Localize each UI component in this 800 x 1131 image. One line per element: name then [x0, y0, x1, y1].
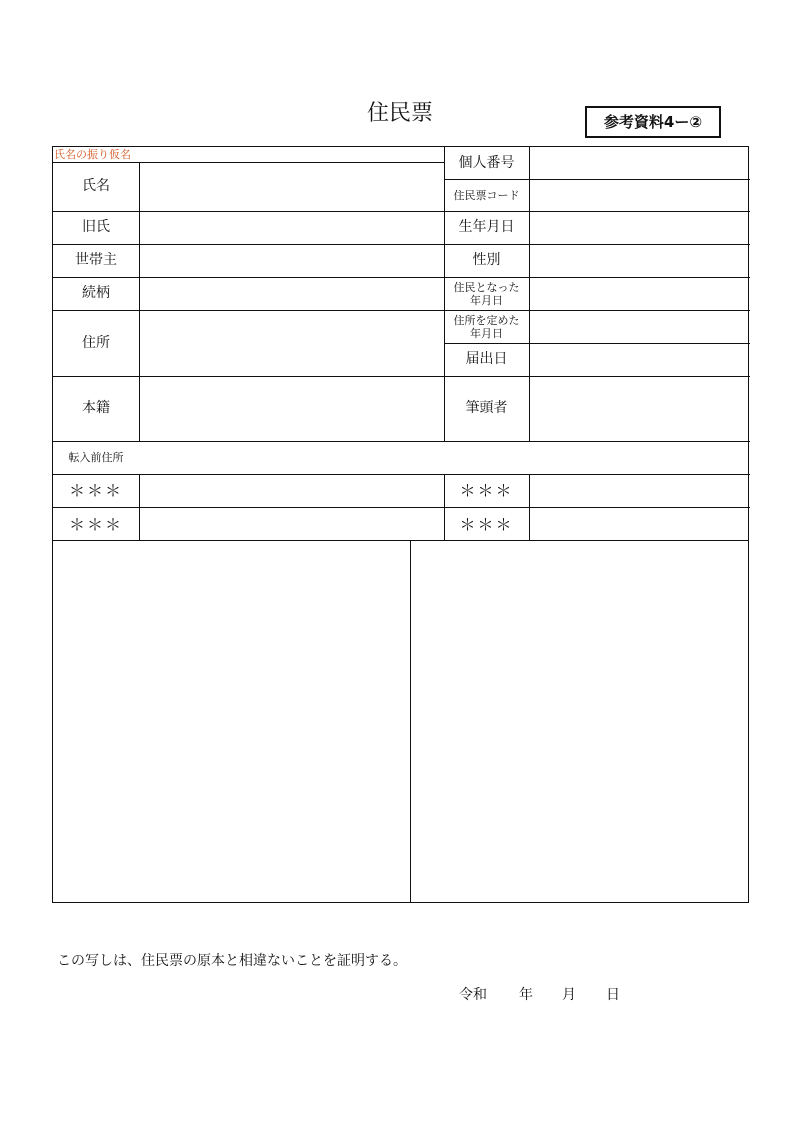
birth-date-label: 生年月日 — [458, 219, 515, 235]
page-title: 住民票 — [366, 101, 433, 126]
address-set-date-label-line1: 住所を定めた — [453, 313, 520, 327]
masked-label-left-2: ＊＊＊ — [68, 514, 123, 534]
date-month: 月 — [562, 987, 576, 1003]
remarks-area — [52, 540, 749, 903]
furigana-label: 氏名の振り仮名 — [54, 148, 131, 161]
resident-code-label: 住民票コード — [453, 188, 520, 202]
former-surname-label: 旧氏 — [82, 219, 110, 235]
became-resident-date-label — [444, 277, 529, 310]
date-era: 令和 — [459, 987, 487, 1003]
sex-label: 性別 — [472, 252, 501, 268]
date-day: 日 — [606, 987, 620, 1003]
name-label: 氏名 — [82, 178, 110, 194]
personal-number-label: 個人番号 — [458, 154, 515, 171]
masked-label-right-1: ＊＊＊ — [459, 481, 514, 500]
address-label: 住所 — [82, 334, 110, 351]
became-resident-date-label-line1: 住民となった — [453, 280, 520, 294]
reference-label: 参考資料4ー② — [585, 106, 721, 138]
remarks-divider — [410, 541, 411, 902]
domicile-label: 本籍 — [82, 400, 110, 416]
address-set-date-label — [444, 310, 529, 343]
resident-record-table — [52, 146, 749, 541]
certification-text: この写しは、住民票の原本と相違ないことを証明する。 — [57, 953, 407, 969]
notification-date-label: 届出日 — [465, 351, 508, 367]
date-year: 年 — [519, 987, 533, 1003]
previous-address-label: 転入前住所 — [68, 451, 124, 464]
became-resident-date-label-line2: 年月日 — [470, 293, 503, 307]
householder-label: 世帯主 — [75, 252, 117, 268]
masked-label-left-1: ＊＊＊ — [68, 481, 123, 500]
masked-label-right-2: ＊＊＊ — [459, 514, 514, 534]
head-of-register-label: 筆頭者 — [465, 400, 508, 416]
address-set-date-label-line2: 年月日 — [470, 326, 503, 340]
relationship-label: 続柄 — [82, 285, 110, 301]
